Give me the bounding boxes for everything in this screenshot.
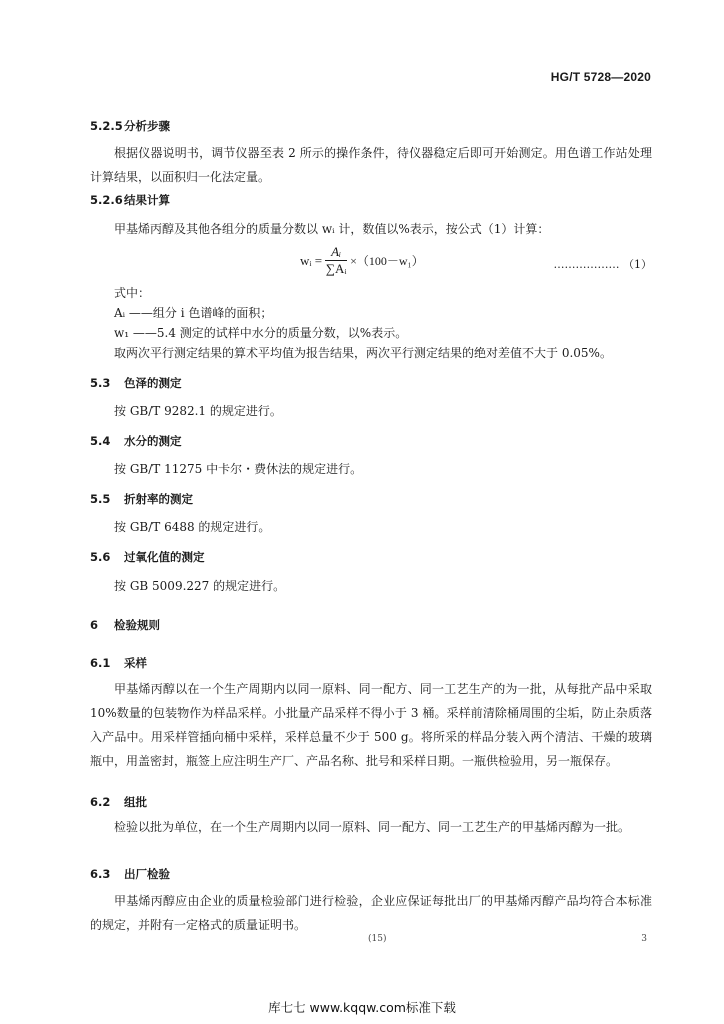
- heading-5-3: 5.3 色泽的测定: [90, 376, 182, 390]
- where-label: 式中：: [114, 286, 151, 300]
- page-number: 3: [641, 934, 647, 944]
- variable-w: w₁ ——5.4 测定的试样中水分的质量分数，以%表示。: [114, 326, 408, 340]
- formula-denominator: ∑Aᵢ: [325, 261, 347, 276]
- variable-a: Aᵢ ——组分 i 色谱峰的面积；: [114, 306, 273, 320]
- heading-5-6: 5.6 过氧化值的测定: [90, 550, 205, 564]
- formula-numerator: Aᵢ: [325, 244, 347, 261]
- paragraph-5-2-6-intro: 甲基烯丙醇及其他各组分的质量分数以 wᵢ 计，数值以%表示，按公式（1）计算：: [114, 222, 550, 236]
- heading-6-2: 6.2 组批: [90, 795, 147, 809]
- paragraph-5-2-5: 根据仪器说明书，调节仪器至表 2 所示的操作条件，待仪器稳定后即可开始测定。用色谱工作站处理计算结果，以面积归一化法定量。: [90, 146, 652, 184]
- paragraph-5-5: 按 GB/T 6488 的规定进行。: [114, 520, 271, 534]
- paragraph-5-3: 按 GB/T 9282.1 的规定进行。: [114, 404, 282, 418]
- paragraph-6-3: 甲基烯丙醇应由企业的质量检验部门进行检验，企业应保证每批出厂的甲基烯丙醇产品均符合本标准的规定，并附有一定格式的质量证明书。: [90, 894, 652, 932]
- paragraph-6-2: 检验以批为单位，在一个生产周期内以同一原料、同一配方、同一工艺生产的甲基烯丙醇为一批。: [114, 820, 631, 834]
- formula-fraction: [325, 244, 347, 277]
- result-statement: 取两次平行测定结果的算术平均值为报告结果，两次平行测定结果的绝对差值不大于 0.05%。: [114, 346, 612, 360]
- standard-code: HG/T 5728—2020: [550, 70, 651, 84]
- paragraph-6-1: 甲基烯丙醇以在一个生产周期内以同一原料、同一配方、同一工艺生产的为一批，从每批产品中采取 10%数量的包装物作为样品采样。小批量产品采样不得小于 3 桶。采样前清除桶周围的尘垢，防止杂质落入产品中。用采样管插向桶中采样，采样总量不少于 500 g。将所采的样品分装入两个清洁、干燥的玻璃瓶中，用盖密封，瓶签上应注明生产厂、产品名称、批号和采样日期。一瓶供检验用，另一瓶保存。: [90, 682, 652, 768]
- heading-5-2-6: 5.2.6结果计算: [90, 193, 170, 207]
- heading-5-5: 5.5 折射率的测定: [90, 492, 193, 506]
- paragraph-5-4: 按 GB/T 11275 中卡尔・费休法的规定进行。: [114, 462, 363, 476]
- formula-rest: ×（100－w₁）: [350, 254, 424, 268]
- formula-1: [300, 244, 424, 277]
- page-sequence: (15): [368, 934, 387, 944]
- heading-6: 6 检验规则: [90, 618, 160, 632]
- equation-number: ……………… （1）: [553, 258, 652, 271]
- heading-6-3: 6.3 出厂检验: [90, 867, 170, 881]
- paragraph-5-6: 按 GB 5009.227 的规定进行。: [114, 579, 286, 593]
- formula-lhs: wᵢ =: [300, 252, 323, 268]
- download-watermark: 库七七 www.kqqw.com标准下载: [268, 1000, 456, 1015]
- heading-6-1: 6.1 采样: [90, 656, 147, 670]
- heading-5-2-5: 5.2.5分析步骤: [90, 119, 170, 133]
- heading-5-4: 5.4 水分的测定: [90, 434, 182, 448]
